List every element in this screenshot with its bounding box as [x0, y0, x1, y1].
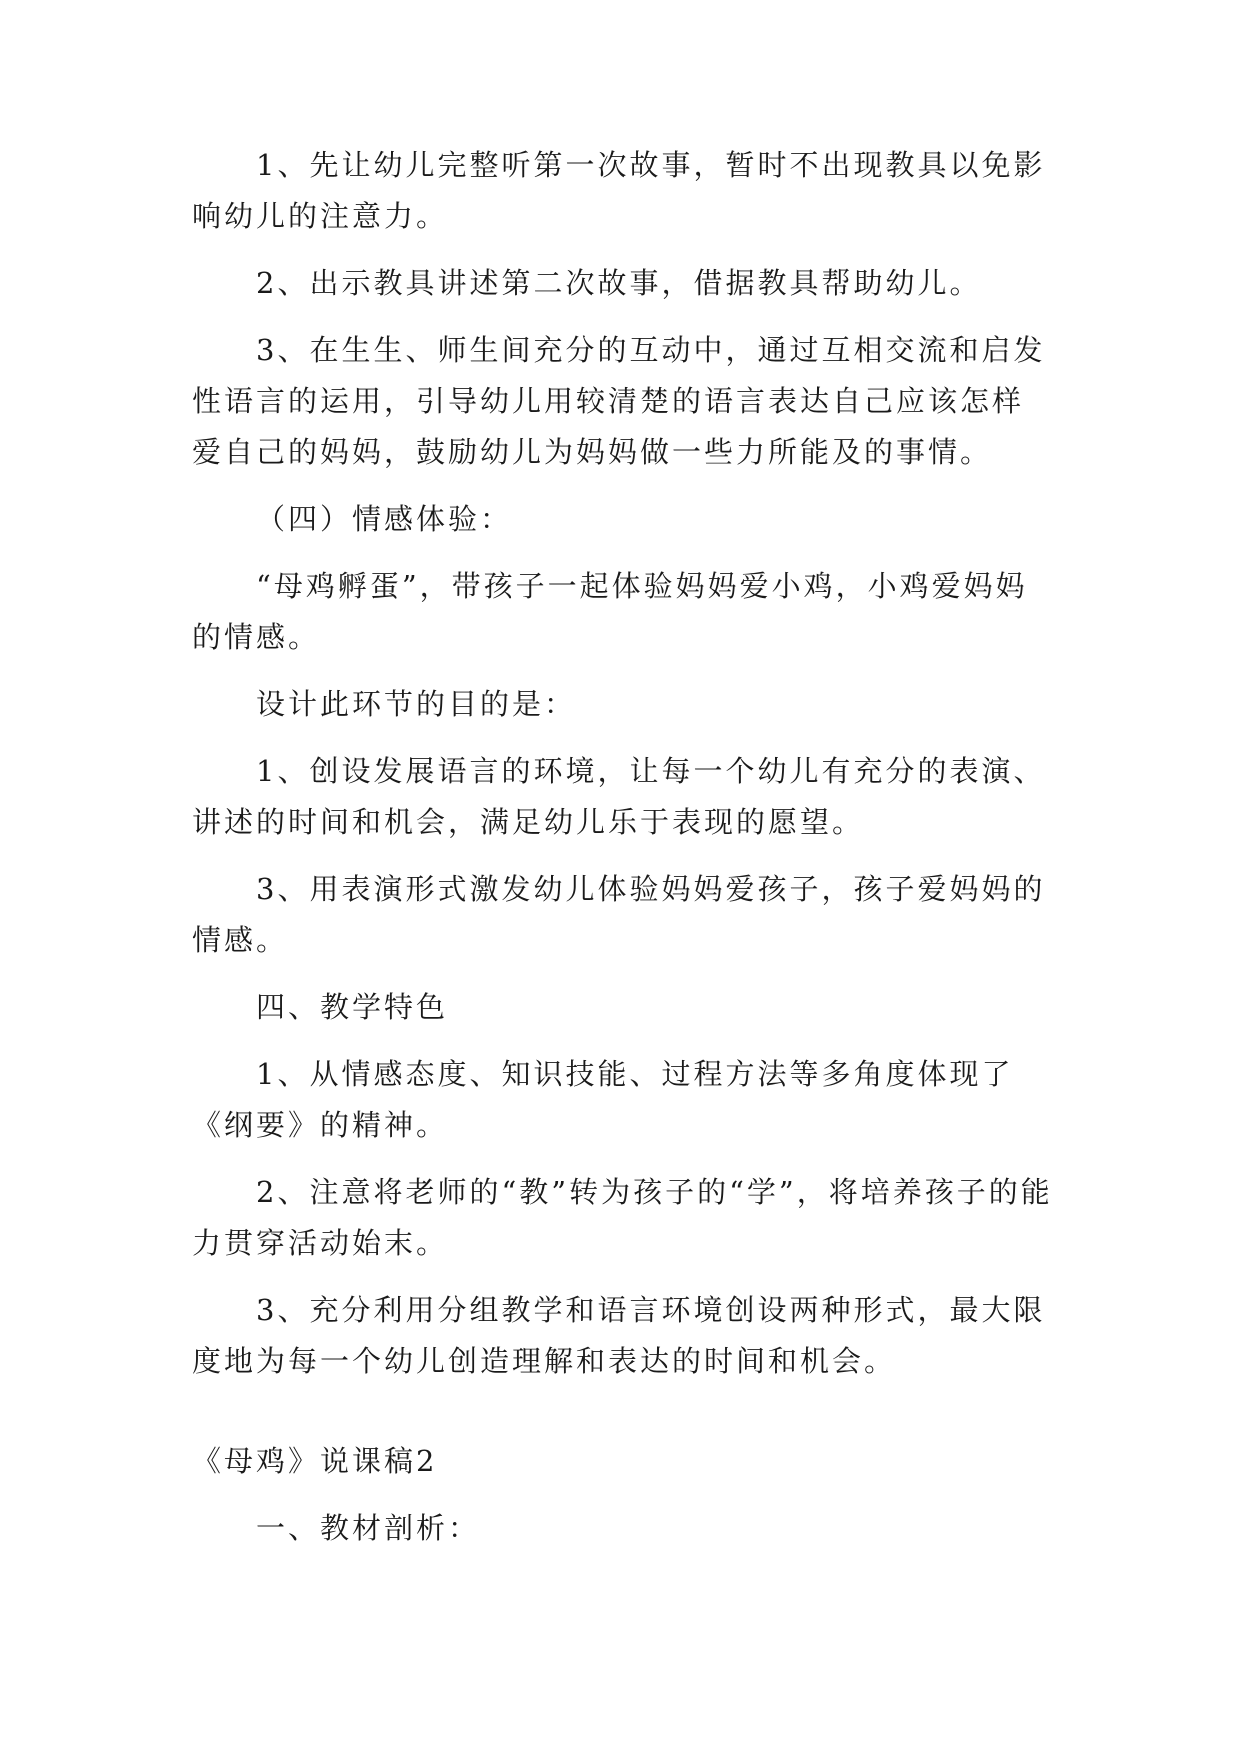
paragraph-12: 3、充分利用分组教学和语言环境创设两种形式，最大限度地为每一个幼儿创造理解和表达的时间和机会。: [192, 1293, 1046, 1378]
paragraph-4: （四）情感体验：: [256, 502, 513, 536]
section-title: 《母鸡》说课稿2: [192, 1444, 438, 1478]
paragraph-5: “母鸡孵蛋”，带孩子一起体验妈妈爱小鸡，小鸡爱妈妈的情感。: [192, 569, 1028, 654]
paragraph-10: 1、从情感态度、知识技能、过程方法等多角度体现了《纲要》的精神。: [192, 1057, 1014, 1142]
paragraph-3: 3、在生生、师生间充分的互动中，通过互相交流和启发性语言的运用，引导幼儿用较清楚的语言表达自己应该怎样爱自己的妈妈，鼓励幼儿为妈妈做一些力所能及的事情。: [192, 333, 1046, 469]
paragraph-7: 1、创设发展语言的环境，让每一个幼儿有充分的表演、讲述的时间和机会，满足幼儿乐于表现的愿望。: [192, 754, 1046, 839]
section-first-paragraph: 一、教材剖析：: [256, 1511, 481, 1545]
paragraph-8: 3、用表演形式激发幼儿体验妈妈爱孩子，孩子爱妈妈的情感。: [192, 872, 1046, 957]
paragraph-2: 2、出示教具讲述第二次故事，借据教具帮助幼儿。: [256, 266, 982, 300]
paragraph-1: 1、先让幼儿完整听第一次故事，暂时不出现教具以免影响幼儿的注意力。: [192, 148, 1046, 233]
paragraph-6: 设计此环节的目的是：: [256, 687, 577, 721]
paragraph-11: 2、注意将老师的“教”转为孩子的“学”，将培养孩子的能力贯穿活动始末。: [192, 1175, 1053, 1260]
document-body: [192, 140, 1054, 1570]
paragraph-9: 四、教学特色: [256, 990, 449, 1024]
